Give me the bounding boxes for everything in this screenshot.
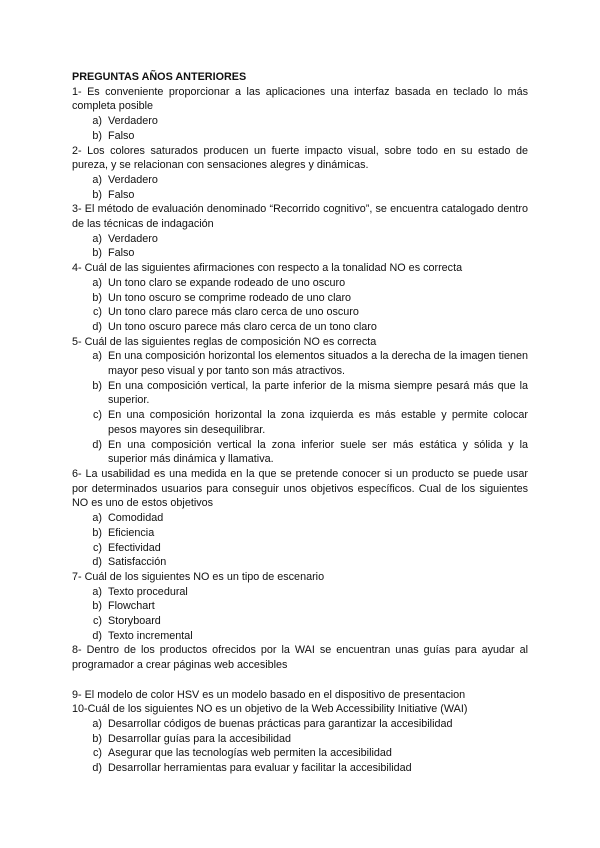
document-page bbox=[72, 70, 528, 776]
answer-option bbox=[72, 173, 528, 188]
question-text: 7- Cuál de los siguientes NO es un tipo de escenario bbox=[72, 570, 325, 583]
answer-option bbox=[72, 408, 528, 437]
question-text: 5- Cuál de las siguientes reglas de composición NO es correcta bbox=[72, 335, 377, 348]
option-text: Desarrollar herramientas para evaluar y facilitar la accesibilidad bbox=[108, 762, 412, 775]
option-marker: a) bbox=[92, 717, 102, 730]
answer-options bbox=[72, 232, 528, 261]
option-text: En una composición horizontal los elementos situados a la derecha de la imagen tienen mayor peso visual y por tanto son más atractivos. bbox=[108, 350, 528, 378]
option-text: Un tono claro parece más claro cerca de uno oscuro bbox=[108, 306, 359, 319]
option-text: En una composición vertical, la parte inferior de la misma siempre pesará más que la superior. bbox=[108, 379, 528, 407]
answer-option bbox=[72, 746, 528, 761]
question-text: 10-Cuál de los siguientes NO es un objetivo de la Web Accessibility Initiative (WAI) bbox=[72, 703, 468, 716]
option-text: En una composición horizontal la zona izquierda es más estable y permite colocar pesos mayores sin desequilibrar. bbox=[108, 409, 528, 436]
answer-option bbox=[72, 732, 528, 747]
answer-options bbox=[72, 717, 528, 776]
option-marker: d) bbox=[92, 438, 102, 451]
answer-option bbox=[72, 629, 528, 644]
option-text: Verdadero bbox=[108, 232, 158, 245]
answer-option bbox=[72, 614, 528, 629]
answer-option bbox=[72, 761, 528, 776]
option-text: Un tono oscuro parece más claro cerca de un tono claro bbox=[108, 320, 377, 333]
option-text: Eficiencia bbox=[108, 526, 155, 539]
answer-option bbox=[72, 585, 528, 600]
question-text: 9- El modelo de color HSV es un modelo basado en el dispositivo de presentacion bbox=[72, 688, 466, 701]
option-text: Flowchart bbox=[108, 600, 155, 613]
option-text: Falso bbox=[108, 188, 135, 201]
option-marker: a) bbox=[92, 232, 102, 245]
option-marker: c) bbox=[93, 615, 102, 628]
option-marker: a) bbox=[92, 115, 102, 128]
option-marker: c) bbox=[93, 747, 102, 760]
answer-option bbox=[72, 599, 528, 614]
option-marker: c) bbox=[93, 409, 102, 422]
answer-option bbox=[72, 232, 528, 247]
answer-option bbox=[72, 320, 528, 335]
question-text: 8- Dentro de los productos ofrecidos por la WAI se encuentran unas guías para ayudar al programador a crear páginas web accesibles bbox=[72, 644, 528, 672]
option-text: Verdadero bbox=[108, 115, 158, 128]
answer-option bbox=[72, 305, 528, 320]
question-list bbox=[72, 85, 528, 776]
answer-option bbox=[72, 291, 528, 306]
option-marker: b) bbox=[92, 526, 102, 539]
question-text: 6- La usabilidad es una medida en la que se pretende conocer si un producto se puede usar por determinados usuarios para conseguir unos objetivos específicos. Cual de los siguientes NO es uno de estos objetivos bbox=[72, 467, 528, 510]
question-text: 3- El método de evaluación denominado “Recorrido cognitivo”, se encuentra catalogado dentro de las técnicas de indagación bbox=[72, 203, 528, 231]
answer-option bbox=[72, 188, 528, 203]
option-marker: b) bbox=[92, 291, 102, 304]
option-text: Texto procedural bbox=[108, 585, 188, 598]
option-marker: b) bbox=[92, 600, 102, 613]
answer-option bbox=[72, 246, 528, 261]
answer-options bbox=[72, 173, 528, 202]
option-text: Verdadero bbox=[108, 173, 158, 186]
option-marker: a) bbox=[92, 276, 102, 289]
option-text: En una composición vertical la zona inferior suele ser más estática y sólida y la superior más dinámica y llamativa. bbox=[108, 438, 528, 466]
option-text: Desarrollar códigos de buenas prácticas para garantizar la accesibilidad bbox=[108, 717, 453, 730]
answer-option bbox=[72, 555, 528, 570]
option-marker: d) bbox=[92, 762, 102, 775]
answer-options bbox=[72, 114, 528, 143]
option-marker: d) bbox=[92, 629, 102, 642]
option-marker: b) bbox=[92, 732, 102, 745]
answer-option bbox=[72, 511, 528, 526]
option-text: Un tono claro se expande rodeado de uno oscuro bbox=[108, 276, 346, 289]
option-marker: b) bbox=[92, 188, 102, 201]
option-marker: a) bbox=[92, 173, 102, 186]
answer-option bbox=[72, 129, 528, 144]
option-text: Falso bbox=[108, 247, 135, 260]
option-text: Un tono oscuro se comprime rodeado de uno claro bbox=[108, 291, 352, 304]
option-marker: b) bbox=[92, 247, 102, 260]
answer-options bbox=[72, 585, 528, 644]
question-text: 4- Cuál de las siguientes afirmaciones con respecto a la tonalidad NO es correcta bbox=[72, 262, 463, 275]
answer-option bbox=[72, 114, 528, 129]
option-text: Falso bbox=[108, 129, 135, 142]
option-marker: a) bbox=[92, 512, 102, 525]
option-marker: b) bbox=[92, 379, 102, 392]
option-text: Comodidad bbox=[108, 512, 164, 525]
option-text: Asegurar que las tecnologías web permiten la accesibilidad bbox=[108, 747, 392, 760]
option-marker: d) bbox=[92, 320, 102, 333]
question-text: 1- Es conveniente proporcionar a las aplicaciones una interfaz basada en teclado lo más completa posible bbox=[72, 85, 528, 113]
option-text: Efectividad bbox=[108, 541, 161, 554]
option-marker: a) bbox=[92, 585, 102, 598]
option-text: Storyboard bbox=[108, 615, 161, 628]
answer-option bbox=[72, 349, 528, 378]
option-marker: a) bbox=[92, 350, 102, 363]
answer-options bbox=[72, 349, 528, 467]
answer-option bbox=[72, 438, 528, 467]
option-marker: c) bbox=[93, 541, 102, 554]
option-text: Desarrollar guías para la accesibilidad bbox=[108, 732, 292, 745]
option-marker: c) bbox=[93, 306, 102, 319]
option-marker: d) bbox=[92, 556, 102, 569]
answer-option bbox=[72, 717, 528, 732]
answer-options bbox=[72, 276, 528, 335]
answer-option bbox=[72, 276, 528, 291]
option-text: Texto incremental bbox=[108, 629, 193, 642]
answer-option bbox=[72, 526, 528, 541]
option-text: Satisfacción bbox=[108, 556, 167, 569]
answer-options bbox=[72, 511, 528, 570]
document-title: PREGUNTAS AÑOS ANTERIORES bbox=[72, 71, 247, 83]
answer-option bbox=[72, 541, 528, 556]
answer-option bbox=[72, 379, 528, 408]
question-text: 2- Los colores saturados producen un fuerte impacto visual, sobre todo en su estado de pureza, y se relacionan con sensaciones alegres y dinámicas. bbox=[72, 144, 528, 172]
option-marker: b) bbox=[92, 129, 102, 142]
